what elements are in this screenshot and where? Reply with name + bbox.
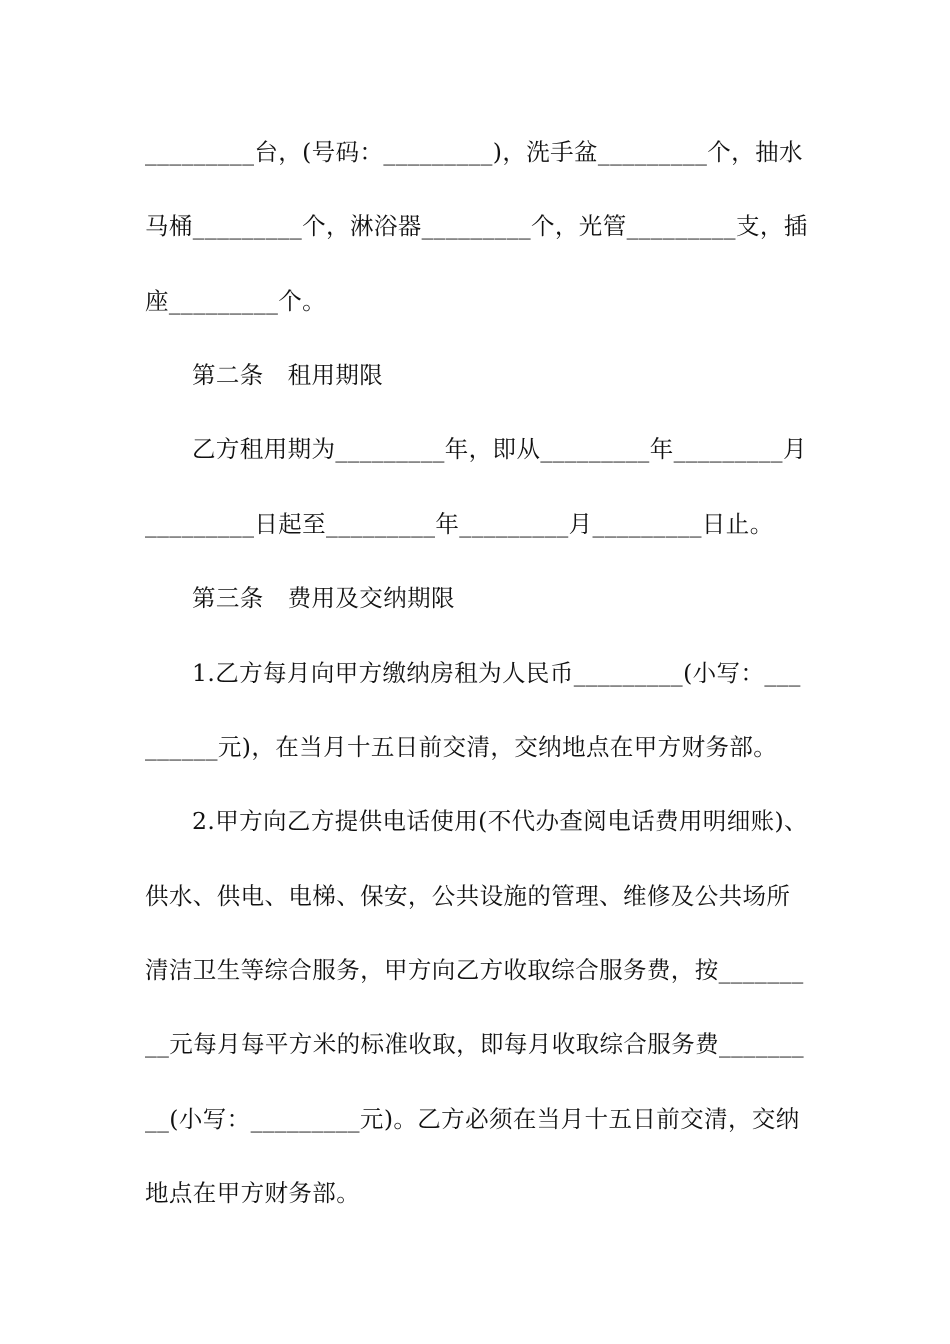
text-line: _________台，(号码：_________)，洗手盆_________个，抽水 bbox=[145, 138, 803, 166]
section-heading: 第三条 费用及交纳期限 bbox=[192, 584, 455, 612]
text-line: 地点在甲方财务部。 bbox=[145, 1179, 361, 1207]
text-line: _________日起至_________年_________月_________日止。 bbox=[145, 510, 774, 538]
text-line: __元每月每平方米的标准收取，即每月收取综合服务费_______ bbox=[145, 1030, 805, 1058]
section-heading: 第二条 租用期限 bbox=[192, 361, 384, 389]
text-line: 供水、供电、电梯、保安，公共设施的管理、维修及公共场所 bbox=[145, 882, 791, 910]
text-line: 马桶_________个，淋浴器_________个，光管_________支，插 bbox=[145, 212, 808, 240]
text-line: 2.甲方向乙方提供电话使用(不代办查阅电话费用明细账)、 bbox=[192, 807, 808, 835]
text-line: 1.乙方每月向甲方缴纳房租为人民币_________(小写：___ bbox=[192, 659, 801, 687]
text-line: 清洁卫生等综合服务，甲方向乙方收取综合服务费，按_______ bbox=[145, 956, 804, 984]
text-line: ______元)，在当月十五日前交清，交纳地点在甲方财务部。 bbox=[145, 733, 778, 761]
text-line: __(小写：_________元)。乙方必须在当月十五日前交清，交纳 bbox=[145, 1105, 800, 1133]
text-line: 乙方租用期为_________年，即从_________年_________月 bbox=[192, 435, 807, 463]
text-line: 座_________个。 bbox=[145, 287, 327, 315]
